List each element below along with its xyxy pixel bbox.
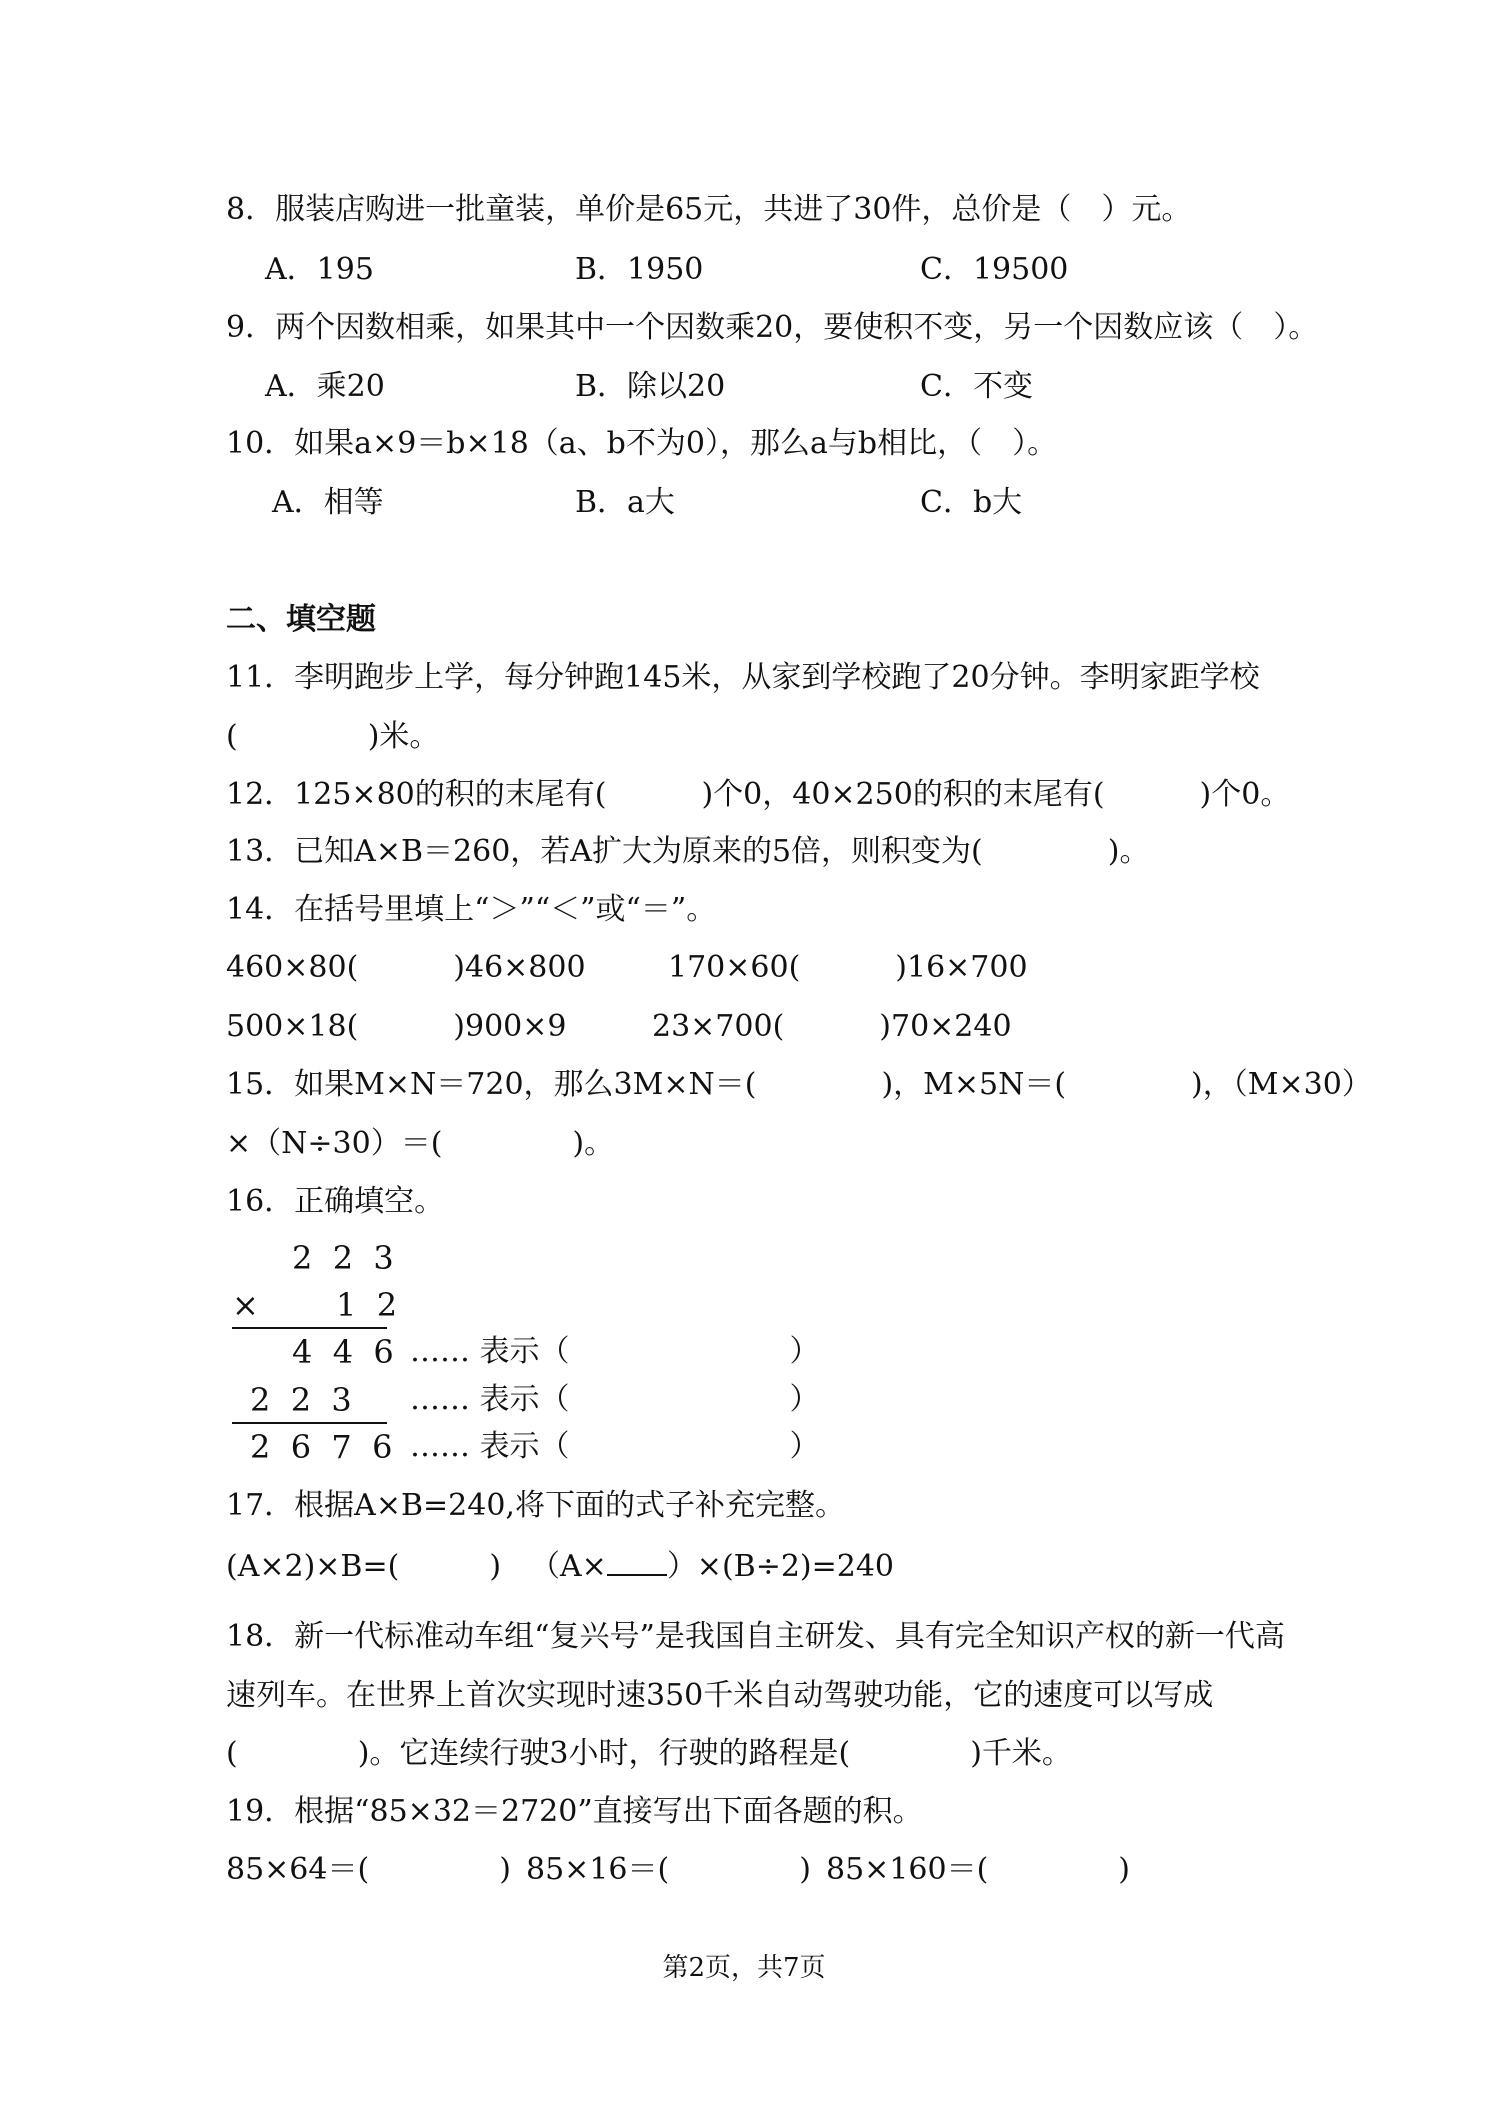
- q16-meaning-3: …… 表示（ ）: [410, 1429, 820, 1464]
- q8-option-b: B．1950: [575, 252, 704, 287]
- q18-line2: 速列车。在世界上首次实现时速350千米自动驾驶功能，它的速度可以写成: [226, 1678, 1214, 1713]
- q9-stem: 9．两个因数相乘，如果其中一个因数乘20，要使积不变，另一个因数应该（ ）。: [226, 310, 1319, 345]
- page-footer: 第2页，共7页: [662, 1953, 826, 1983]
- q13-line: 13．已知A×B＝260，若A扩大为原来的5倍，则积变为( )。: [226, 834, 1150, 869]
- q15-line1: 15．如果M×N＝720，那么3M×N＝( )，M×5N＝( )，（M×30）: [226, 1067, 1372, 1102]
- multiplicand: 2 2 3: [292, 1239, 394, 1277]
- product-rule-1: [232, 1327, 387, 1329]
- q11-line2: ( )米。: [226, 719, 440, 754]
- q9-option-b: B．除以20: [575, 369, 726, 404]
- q14-expr-1: 460×80( )46×800: [226, 950, 586, 985]
- q17-expr-1: (A×2)×B=( ): [226, 1549, 502, 1584]
- q14-expr-4: 23×700( )70×240: [652, 1009, 1012, 1044]
- final-product: 2 6 7 6: [250, 1428, 393, 1466]
- q9-option-c: C．不变: [920, 369, 1033, 404]
- q10-option-c: C．b大: [920, 485, 1023, 520]
- partial-product-1: 4 4 6: [292, 1333, 394, 1371]
- q18-line3: ( )。它连续行驶3小时，行驶的路程是( )千米。: [226, 1736, 1072, 1771]
- q15-line2: ×（N÷30）＝( )。: [226, 1126, 615, 1161]
- q17-expr-2: （A× ）×(B÷2)=240: [530, 1549, 895, 1584]
- times-sign: ×: [232, 1286, 259, 1324]
- q10-option-a: A．相等: [272, 485, 384, 520]
- q14-expr-2: 170×60( )16×700: [668, 950, 1028, 985]
- q16-meaning-1: …… 表示（ ）: [410, 1334, 820, 1369]
- q17-stem: 17．根据A×B=240,将下面的式子补充完整。: [226, 1488, 845, 1523]
- q16-meaning-2: …… 表示（ ）: [410, 1382, 820, 1417]
- q10-stem: 10．如果a×9＝b×18（a、b不为0），那么a与b相比，（ ）。: [226, 426, 1058, 461]
- q9-option-a: A．乘20: [265, 369, 385, 404]
- q8-option-a: A．195: [265, 252, 374, 287]
- q8-option-c: C．19500: [920, 252, 1069, 287]
- q14-stem: 14．在括号里填上“＞”“＜”或“＝”。: [226, 892, 717, 927]
- q19-expr-1: 85×64＝( ): [226, 1852, 511, 1887]
- section-title: 二、填空题: [226, 602, 376, 637]
- q8-stem: 8．服装店购进一批童装，单价是65元，共进了30件，总价是（ ）元。: [226, 192, 1192, 227]
- q19-expr-2: 85×16＝( ): [526, 1852, 811, 1887]
- q10-option-b: B．a大: [575, 485, 675, 520]
- partial-product-2: 2 2 3: [250, 1381, 352, 1419]
- q14-expr-3: 500×18( )900×9: [226, 1009, 567, 1044]
- product-rule-2: [232, 1422, 387, 1424]
- q18-line1: 18．新一代标准动车组“复兴号”是我国自主研发、具有完全知识产权的新一代高: [226, 1619, 1285, 1654]
- q19-expr-3: 85×160＝( ): [826, 1852, 1130, 1887]
- q16-stem: 16．正确填空。: [226, 1184, 445, 1219]
- q11-line1: 11．李明跑步上学，每分钟跑145米，从家到学校跑了20分钟。李明家距学校: [226, 660, 1260, 695]
- q19-stem: 19．根据“85×32＝2720”直接写出下面各题的积。: [226, 1794, 923, 1829]
- multiplier: 1 2: [336, 1286, 398, 1324]
- q12-line: 12．125×80的积的末尾有( )个0，40×250的积的末尾有( )个0。: [226, 777, 1291, 812]
